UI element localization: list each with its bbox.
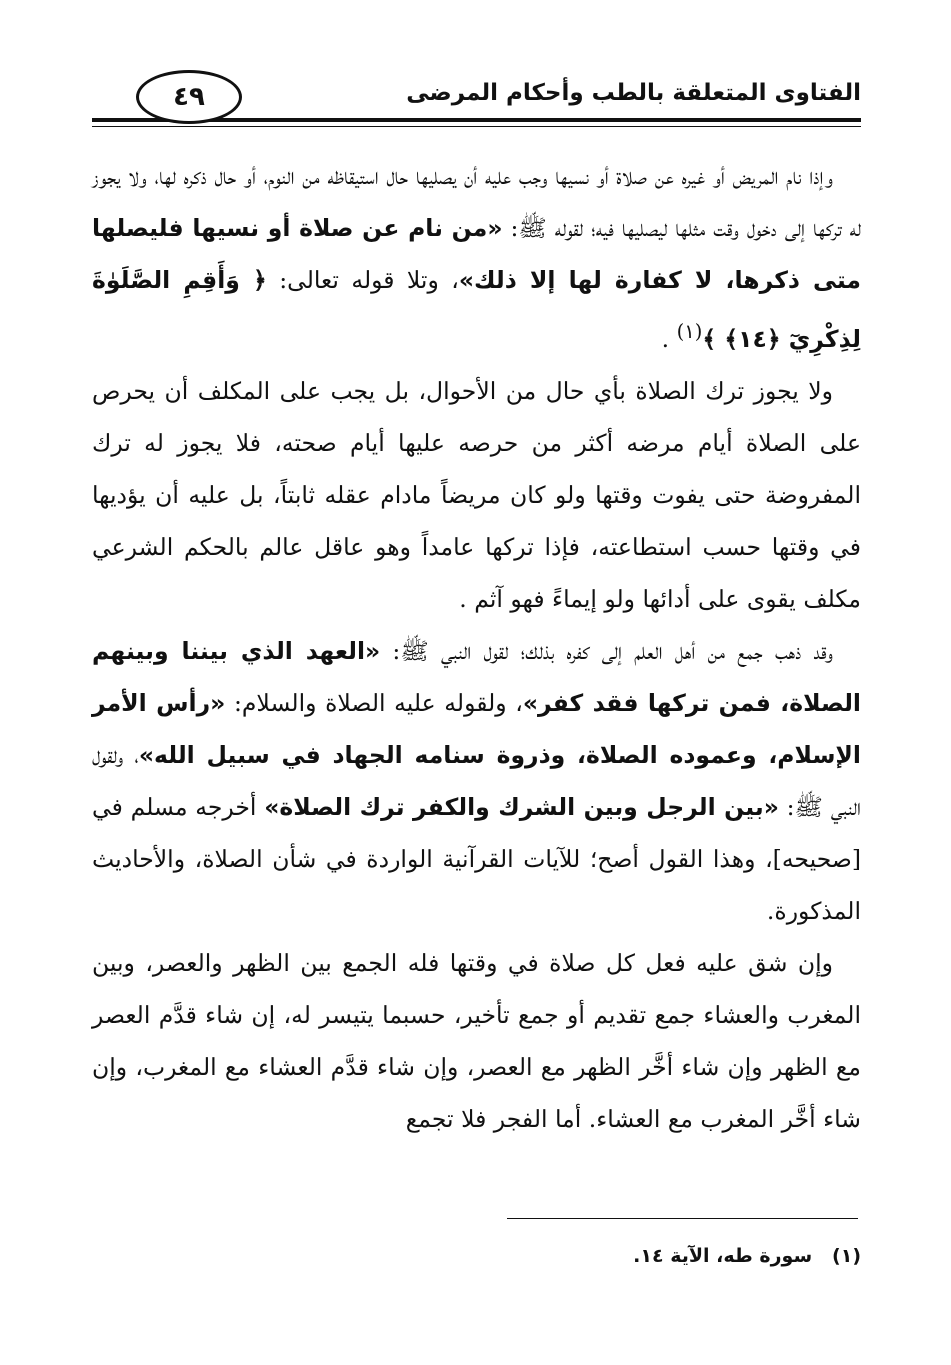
- p3-hadith-2b: وذروة سنامه الجهاد في سبيل الله»: [138, 740, 566, 769]
- footnote-marker: (١): [832, 1245, 861, 1267]
- paragraph-3: [92, 625, 861, 937]
- header-rule-thin: [92, 126, 861, 127]
- running-header-title: الفتاوى المتعلقة بالطب وأحكام المرضى: [406, 80, 861, 106]
- paragraph-1: [92, 150, 861, 365]
- p1-quran-verse: ﴿ وَأَقِمِ الصَّلَوٰةَ لِذِكْرِيٓ ﴿١٤﴾ ﴾: [92, 266, 861, 353]
- p3-text-a: وقد ذهب جمع من أهل العلم إلى كفره بذلك؛ لقول النبي ﷺ:: [380, 636, 833, 665]
- page-number-oval: [136, 70, 242, 124]
- p3-hadith-1: «العهد الذي بيننا وبينهم الصلاة، فمن تركها فقد كفر»: [92, 636, 861, 717]
- page-number: ٤٩: [173, 82, 205, 112]
- p3-text-b: ، ولقوله عليه الصلاة والسلام:: [225, 688, 523, 717]
- footnote-ref-1: (١): [676, 320, 703, 343]
- footnote-1: [633, 1245, 861, 1267]
- p1-text-a: وإذا نام المريض أو غيره عن صلاة أو نسيها وجب عليه أن يصليها حال استيقاظه من النوم، أو حال ذكره لها، ولا يجوز له تركها إلى دخول وقت مثلها ليصليها فيه؛ لقوله ﷺ:: [92, 162, 861, 242]
- body-text: [92, 150, 861, 1145]
- p3-hadith-2a: «رأس الأمر الإسلام، وعموده الصلاة،: [92, 688, 861, 769]
- p1-text-c: .: [661, 324, 677, 353]
- p3-text-d: أخرجه مسلم في [صحيحه]، وهذا القول أصح؛ للآيات القرآنية الواردة في شأن الصلاة، والأحاديث المذكورة.: [92, 792, 861, 925]
- footnote-separator: [507, 1218, 858, 1219]
- p1-hadith: «من نام عن صلاة أو نسيها فليصلها متى ذكرها، لا كفارة لها إلا ذلك»: [92, 214, 861, 294]
- paragraph-4: وإن شق عليه فعل كل صلاة في وقتها فله الجمع بين الظهر والعصر، وبين المغرب والعشاء جمع تقديم أو جمع تأخير، حسبما يتيسر له، إن شاء قدَّم العصر مع الظهر وإن شاء أخَّر الظهر مع العصر، وإن شاء قدَّم العشاء مع المغرب، وإن شاء أخَّر المغرب مع العشاء. أما الفجر فلا تجمع: [92, 948, 861, 1133]
- p3-text-c: ، ولقول النبي ﷺ:: [92, 740, 861, 821]
- p1-text-b: ، وتلا قوله تعالى:: [266, 266, 459, 294]
- paragraph-2: ولا يجوز ترك الصلاة بأي حال من الأحوال، بل يجب على المكلف أن يحرص على الصلاة أيام مرضه أكثر من حرصه عليها أيام صحته، فلا يجوز له ترك المفروضة حتى يفوت وقتها ولو كان مريضاً مادام عقله ثابتاً، بل عليه أن يؤديها في وقتها حسب استطاعته، فإذا تركها عامداً وهو عاقل عالم بالحكم الشرعي مكلف يقوى على أدائها ولو إيماءً فهو آثم .: [92, 376, 861, 613]
- footnote-text: سورة طه، الآية ١٤.: [633, 1245, 813, 1267]
- p3-hadith-3: «بين الرجل وبين الشرك والكفر ترك الصلاة»: [264, 792, 779, 821]
